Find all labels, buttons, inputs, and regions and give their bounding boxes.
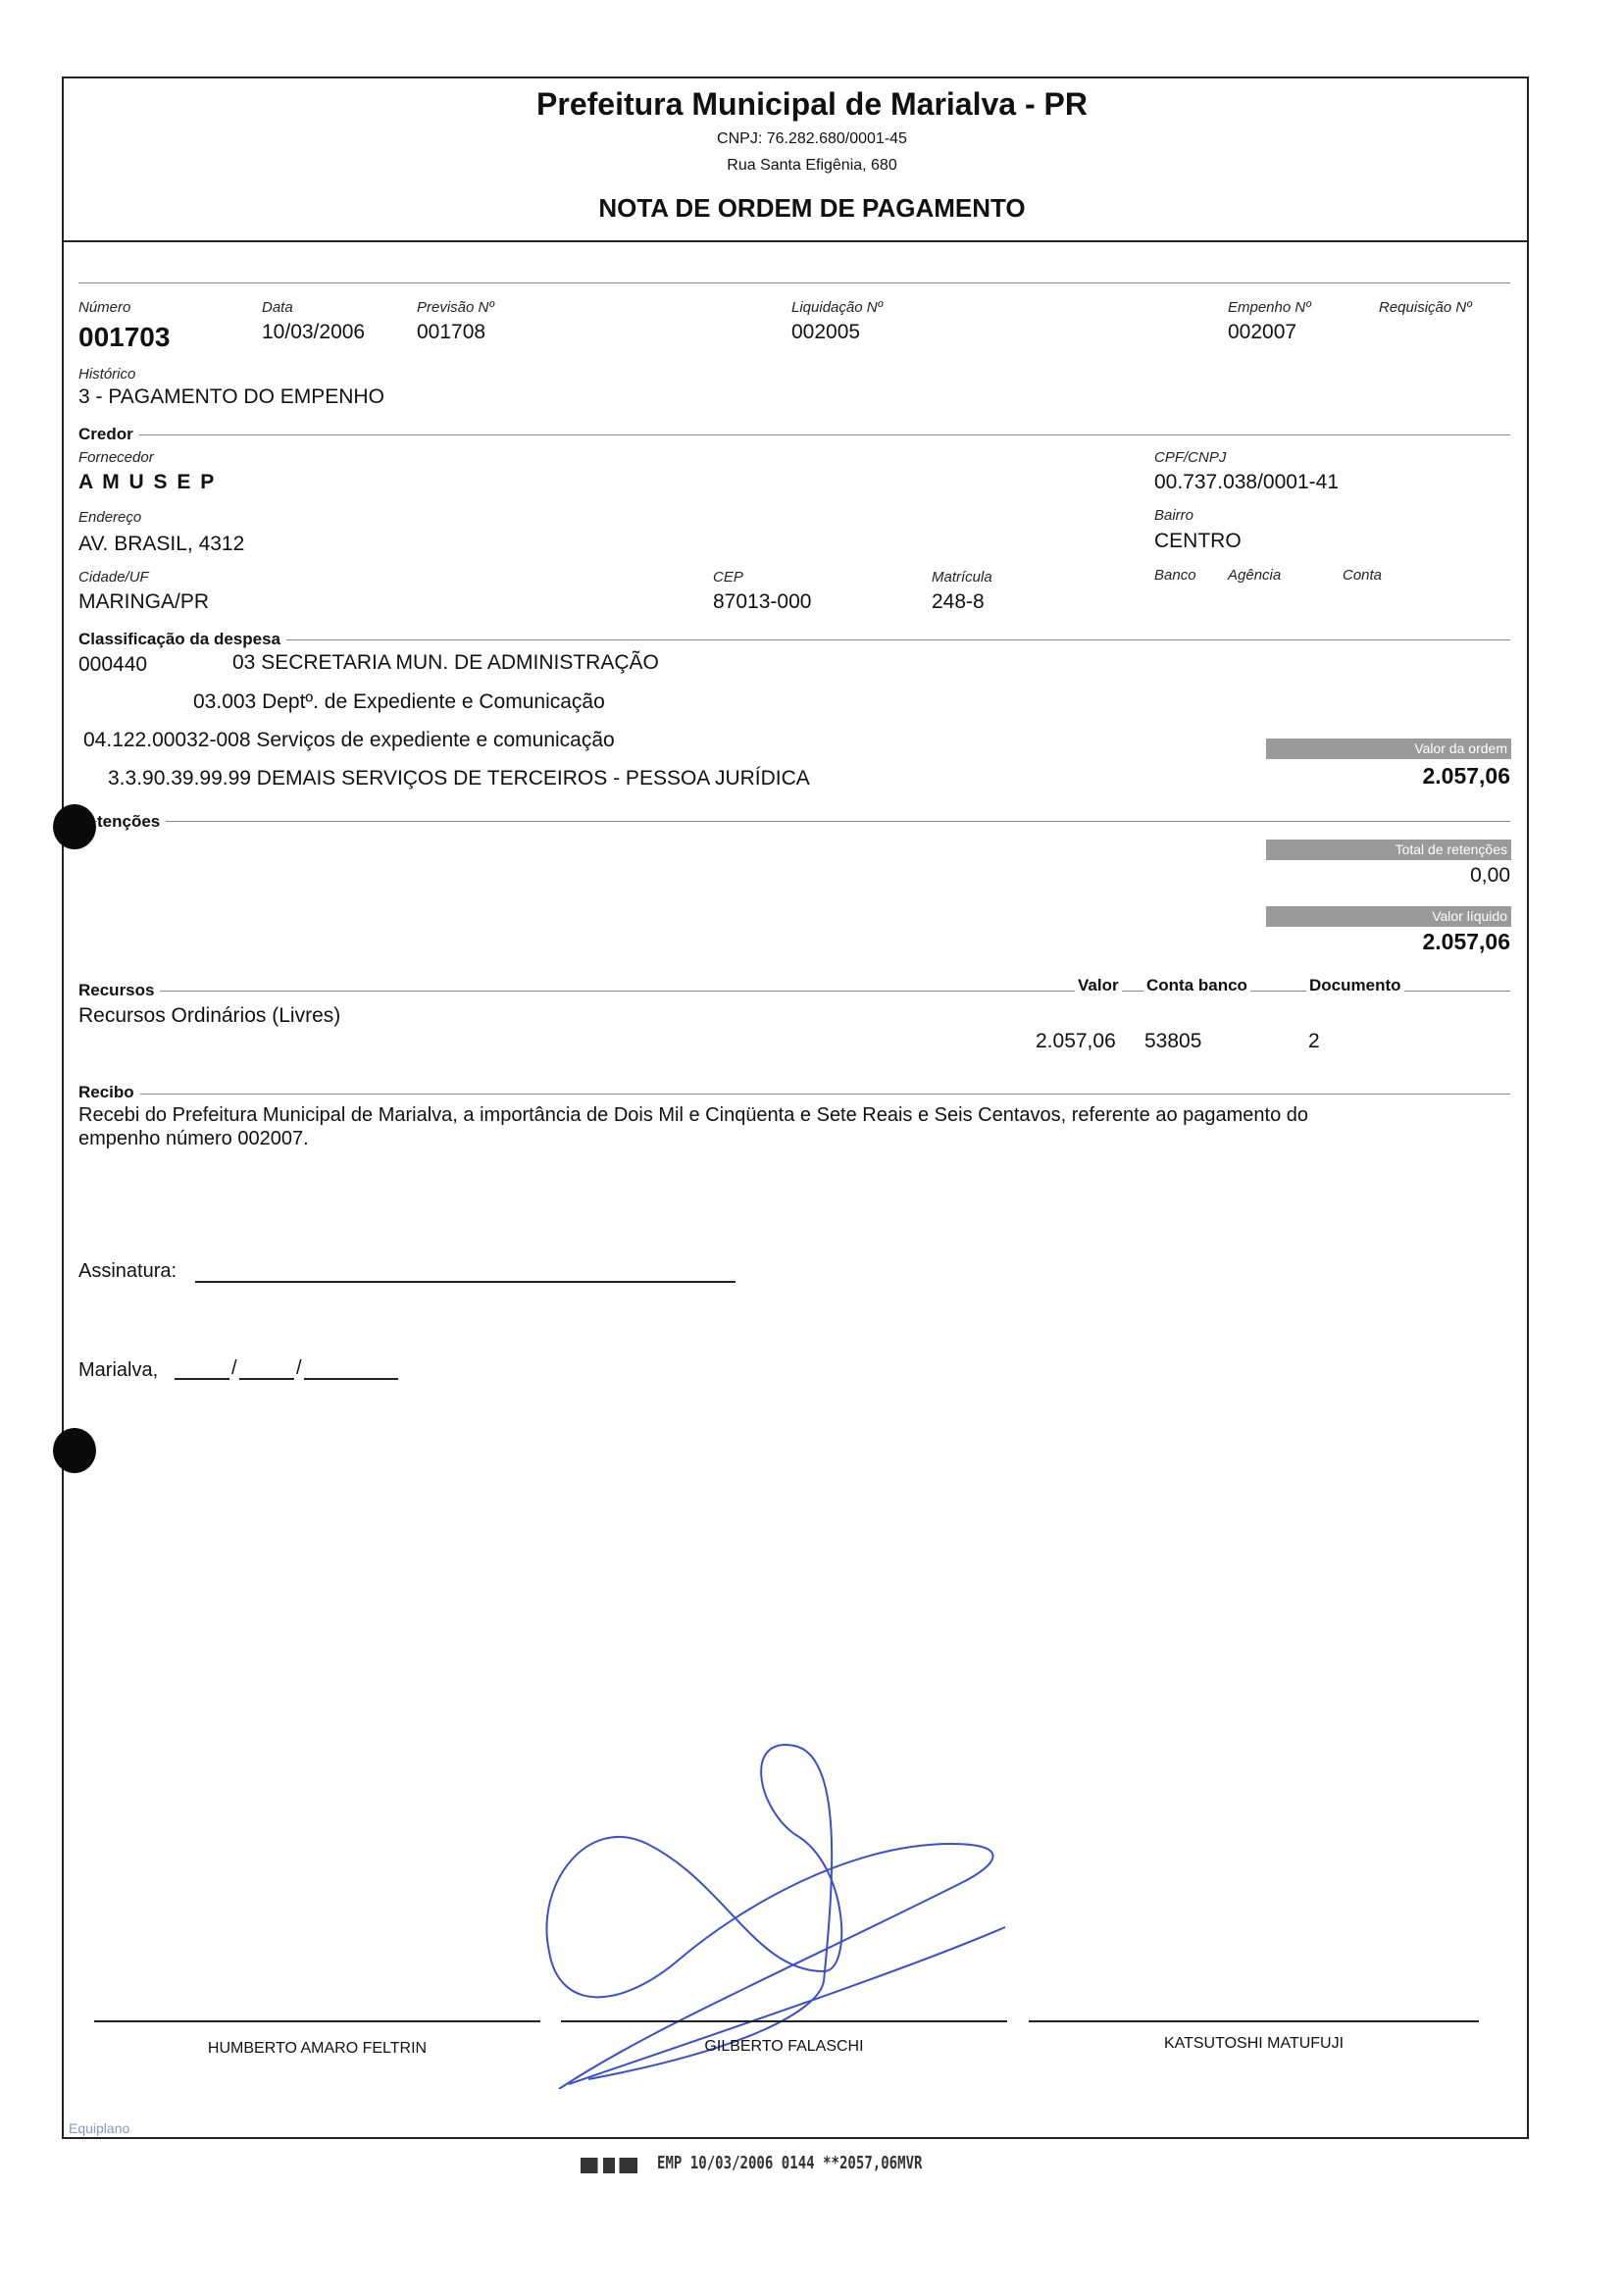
classificacao-line1: 03 SECRETARIA MUN. DE ADMINISTRAÇÃO [232,651,659,674]
fornecedor-label: Fornecedor [78,449,154,466]
endereco-value: AV. BRASIL, 4312 [78,533,245,555]
signatory-3: KATSUTOSHI MATUFUJI [1163,2035,1345,2052]
bank-stamp: EMP 10/03/2006 0144 **2057,06MVR [657,2153,923,2173]
date-blank-day [175,1378,229,1380]
previsao-value: 001708 [417,321,486,343]
matricula-label: Matrícula [932,569,992,586]
bairro-label: Bairro [1154,507,1194,524]
recibo-text-line2: empenho número 002007. [78,1128,309,1149]
system-footer: Equiplano [69,2120,130,2136]
liquidacao-label: Liquidação Nº [791,299,884,316]
credor-section: Credor [78,425,139,444]
recursos-valor-header: Valor [1075,976,1122,995]
local-data-label: Marialva, [78,1359,159,1381]
recursos-conta: 53805 [1144,1030,1202,1052]
numero-value: 001703 [78,322,171,352]
conta-label: Conta [1343,567,1383,584]
cep-label: CEP [713,569,743,586]
recursos-documento-header: Documento [1306,976,1404,995]
recursos-documento: 2 [1308,1030,1320,1052]
classificacao-code: 000440 [78,653,148,676]
agencia-label: Agência [1228,567,1282,584]
date-slash-2: / [296,1357,302,1379]
valor-ordem-label: Valor da ordem [1266,739,1511,759]
previsao-label: Previsão Nº [417,299,494,316]
signature-line-2 [561,2020,1007,2022]
classificacao-section: Classificação da despesa [78,630,286,649]
page-title: Prefeitura Municipal de Marialva - PR [536,86,1088,122]
banco-label: Banco [1154,567,1196,584]
classificacao-line3: 04.122.00032-008 Serviços de expediente e comunicação [83,729,615,751]
signatory-1: HUMBERTO AMARO FELTRIN [207,2040,428,2057]
matricula-value: 248-8 [932,590,985,613]
empenho-value: 002007 [1228,321,1297,343]
bank-stamp-logo [581,2158,637,2173]
recibo-text-line1: Recebi do Prefeitura Municipal de Marialva, a importância de Dois Mil e Cinqüenta e Sete Reais e Seis Centavos, referente ao pagamento do [78,1104,1309,1126]
recibo-divider [78,1094,1510,1095]
signature-line-3 [1029,2020,1479,2022]
assinatura-label: Assinatura: [78,1260,178,1282]
data-value: 10/03/2006 [262,321,366,343]
date-slash-1: / [231,1357,237,1379]
valor-liquido-value: 2.057,06 [1422,929,1510,954]
recursos-fonte: Recursos Ordinários (Livres) [78,1004,341,1027]
bairro-value: CENTRO [1154,530,1242,552]
classificacao-divider [78,639,1510,640]
ids-divider [78,282,1510,283]
recursos-valor: 2.057,06 [1036,1030,1116,1052]
cidade-value: MARINGA/PR [78,590,210,613]
header-divider [62,240,1527,242]
historico-value: 3 - PAGAMENTO DO EMPENHO [78,385,384,408]
cnpj-text: CNPJ: 76.282.680/0001-45 [717,130,907,147]
handwritten-signature [530,1736,1040,2089]
data-label: Data [262,299,293,316]
endereco-label: Endereço [78,509,142,526]
classificacao-line2: 03.003 Deptº. de Expediente e Comunicação [193,690,605,713]
date-blank-month [239,1378,294,1380]
retencoes-section: tenções [97,812,166,832]
classificacao-line4: 3.3.90.39.99.99 DEMAIS SERVIÇOS DE TERCEIROS - PESSOA JURÍDICA [108,767,810,790]
address-text: Rua Santa Efigênia, 680 [727,157,897,174]
valor-ordem-value: 2.057,06 [1422,763,1510,789]
punch-hole-top [53,804,96,849]
retencoes-divider [78,821,1510,822]
liquidacao-value: 002005 [791,321,861,343]
total-retencoes-label: Total de retenções [1266,840,1511,860]
cpf-value: 00.737.038/0001-41 [1154,471,1340,493]
signatory-2: GILBERTO FALASCHI [704,2038,864,2055]
cidade-label: Cidade/UF [78,569,149,586]
requisicao-label: Requisição Nº [1379,299,1472,316]
cep-value: 87013-000 [713,590,812,613]
recursos-divider [78,991,1510,992]
cpf-label: CPF/CNPJ [1154,449,1227,466]
fornecedor-value: A M U S E P [78,471,217,493]
historico-label: Histórico [78,366,136,382]
recibo-section: Recibo [78,1083,140,1102]
recursos-section: Recursos [78,981,160,1000]
empenho-label: Empenho Nº [1228,299,1311,316]
numero-label: Número [78,299,131,316]
valor-liquido-label: Valor líquido [1266,906,1511,927]
credor-divider [78,434,1510,435]
date-blank-year [304,1378,398,1380]
signature-line-1 [94,2020,540,2022]
assinatura-line [195,1281,736,1283]
total-retencoes-value: 0,00 [1470,864,1510,887]
document-title: NOTA DE ORDEM DE PAGAMENTO [598,193,1026,223]
punch-hole-bottom [53,1428,96,1473]
recursos-conta-header: Conta banco [1143,976,1250,995]
